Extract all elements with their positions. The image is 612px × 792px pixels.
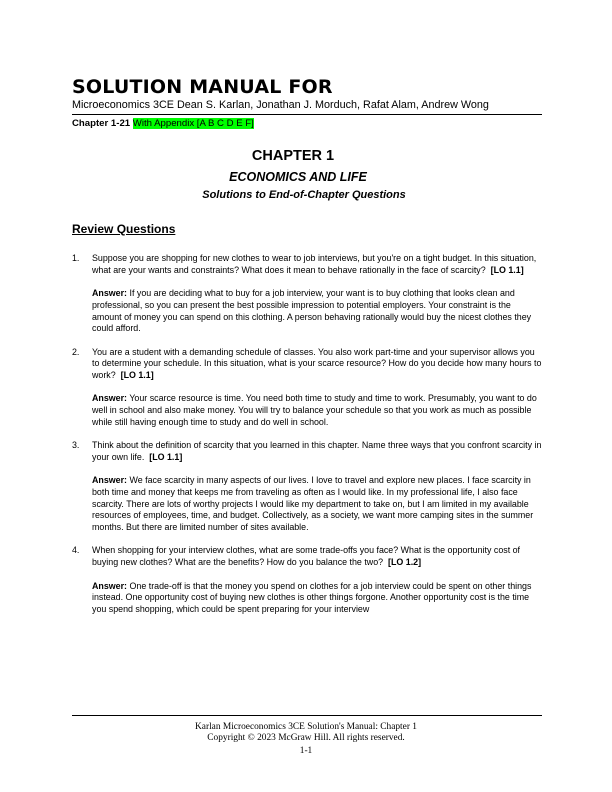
question-number: 2. <box>72 346 80 357</box>
learning-objective: [LO 1.2] <box>388 557 422 568</box>
chapter-range-line <box>72 118 254 129</box>
learning-objective: [LO 1.1] <box>120 370 154 380</box>
footer-copyright: Copyright © 2023 McGraw Hill. All rights reserved. <box>207 733 405 743</box>
chapter-subtitle: Solutions to End-of-Chapter Questions <box>202 189 406 201</box>
question-item <box>72 440 542 534</box>
book-citation: Microeconomics 3CE Dean S. Karlan, Jonathan J. Morduch, Rafat Alam, Andrew Wong <box>72 99 489 111</box>
chapter-number: CHAPTER 1 <box>251 148 335 164</box>
learning-objective: [LO 1.1] <box>149 451 183 462</box>
page-number: 1-1 <box>299 746 313 756</box>
question-item <box>72 347 542 429</box>
footer-divider <box>72 715 542 716</box>
document-title: SOLUTION MANUAL FOR <box>72 76 333 98</box>
answer-text: Answer: If you are deciding what to buy for a job interview, your want is to buy clothing that looks clean and professional, so you can present the best possible impression to potential employers. Your constraint is the amount of money you can spend on this clothing. A person behaving rationally would buy the nicest clothes they could afford. <box>92 288 532 334</box>
answer-text: Answer: We face scarcity in many aspects of our lives. I love to travel and explore new places. I face scarcity in both time and money that keeps me from traveling as often as I would like. In my professional life, I also face scarcity. There are lots of worthy projects I would like my department to take on, but I am limited in my available resources of employees, time, and budget. Collectively, as a society, we want more camping sites in the summer months. But there are limited number of sites available. <box>92 475 534 533</box>
learning-objective: [LO 1.1] <box>490 264 524 275</box>
question-item <box>72 545 542 615</box>
answer-text: Answer: One trade-off is that the money you spend on clothes for a job interview could be spent on other things instead. One opportunity cost of buying new clothes is other things forgone. Another opportunity cost is the time you spend shopping, which could be spent preparing for your interview <box>92 580 532 614</box>
title-divider <box>72 114 542 115</box>
chapter-name: ECONOMICS AND LIFE <box>229 170 367 184</box>
question-number: 1. <box>72 253 80 263</box>
question-text: Think about the definition of scarcity that you learned in this chapter. Name three ways that you confront scarcity in your own life. [LO 1.1] <box>92 440 542 462</box>
question-number: 3. <box>72 440 80 451</box>
section-heading: Review Questions <box>72 222 176 236</box>
question-text: Suppose you are shopping for new clothes to wear to job interviews, but you're on a tight budget. In this situation, what are your wants and constraints? What does it mean to behave rationally in the face of scarcity? [LO 1.1] <box>92 253 537 275</box>
chapter-range: Chapter 1-21 <box>72 118 131 129</box>
question-number: 4. <box>72 545 80 556</box>
question-list <box>72 253 542 627</box>
question-text: You are a student with a demanding schedule of classes. You also work part-time and your supervisor allows you to determine your schedule. In this situation, what is your scarce resource? How do you decide how many hours to work? [LO 1.1] <box>92 346 542 380</box>
question-text: When shopping for your interview clothes, what are some trade-offs you face? What is the opportunity cost of buying new clothes? What are the benefits? How do you balance the two? [LO 1.2] <box>92 545 521 568</box>
question-item <box>72 253 542 335</box>
footer-title: Karlan Microeconomics 3CE Solution's Manual: Chapter 1 <box>195 722 417 732</box>
appendix-highlight: With Appendix [A B C D E F] <box>132 118 254 129</box>
answer-text: Answer: Your scarce resource is time. You need both time to study and time to work. Presumably, you want to do well in school and also make money. You will try to balance your schedule so that you work as much as possible while still having enough time to study and do well in school. <box>92 393 537 427</box>
